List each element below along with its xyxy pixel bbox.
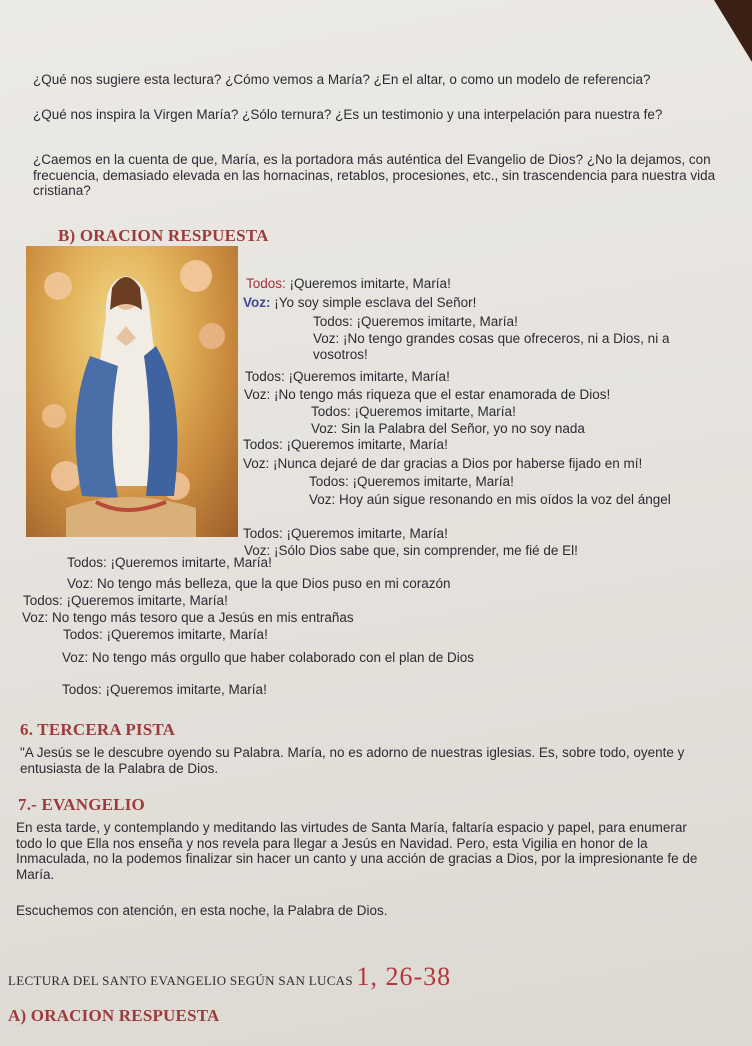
tercera-pista-text: "A Jesús se le descubre oyendo su Palabra. María, no es adorno de nuestras iglesias. Es, sobre todo, oyente y entusiasta de la Palabra de Dios.: [20, 745, 685, 776]
lectura-reference: 1, 26-38: [356, 962, 452, 991]
speaker-label: Voz:: [243, 295, 271, 310]
oracion-line: vosotros!: [313, 347, 368, 362]
oracion-line: Todos: ¡Queremos imitarte, María!: [23, 593, 228, 608]
oracion-line: Voz: ¡No tengo grandes cosas que ofreceros, ni a Dios, ni a: [313, 331, 670, 346]
intro-question-3: ¿Caemos en la cuenta de que, María, es la portadora más auténtica del Evangelio de Dios? ¿No la dejamos, con frecuencia, demasiado elevada en las hornacinas, retablos, procesiones, etc., sin trascendencia para nuestra vida cristiana?: [33, 152, 716, 198]
page-corner-shadow: [714, 0, 752, 62]
tercera-pista-heading: 6. TERCERA PISTA: [20, 720, 176, 739]
intro-question-1: ¿Qué nos sugiere esta lectura? ¿Cómo vemos a María? ¿En el altar, o como un modelo de referencia?: [33, 72, 651, 87]
final-oracion-heading: A) ORACION RESPUESTA: [8, 1006, 220, 1025]
oracion-line: Todos: ¡Queremos imitarte, María!: [311, 404, 516, 419]
lectura-label: LECTURA DEL SANTO EVANGELIO SEGÚN SAN LUCAS: [8, 973, 353, 988]
oracion-line: Voz: ¡No tengo más riqueza que el estar enamorada de Dios!: [244, 387, 611, 402]
evangelio-heading: 7.- EVANGELIO: [18, 795, 145, 814]
virgin-mary-illustration: [26, 246, 238, 537]
oracion-line: Voz: Sin la Palabra del Señor, yo no soy nada: [311, 421, 585, 436]
evangelio-paragraph-1: En esta tarde, y contemplando y meditando las virtudes de Santa María, faltaría espacio y papel, para enumerar todo lo que Ella nos enseña y nos revela para llegar a Jesús en Navidad. Pero, esta Vigilia en honor de la Inmaculada, no la podemos finalizar sin hacer un canto y una acción de gracias a Dios, por la impresionante fe de María.: [16, 820, 698, 882]
intro-question-2: ¿Qué nos inspira la Virgen María? ¿Sólo ternura? ¿Es un testimonio y una interpelación para nuestra fe?: [33, 107, 663, 122]
oracion-line: Voz: ¡Yo soy simple esclava del Señor!: [243, 295, 477, 310]
oracion-line: Todos: ¡Queremos imitarte, María!: [62, 682, 267, 697]
oracion-line: Todos: ¡Queremos imitarte, María!: [243, 437, 448, 452]
evangelio-paragraph-2: Escuchemos con atención, en esta noche, la Palabra de Dios.: [16, 903, 388, 918]
lectura-title: [8, 962, 451, 992]
oracion-line: Todos: ¡Queremos imitarte, María!: [246, 276, 451, 291]
oracion-line: Voz: ¡Nunca dejaré de dar gracias a Dios por haberse fijado en mí!: [243, 456, 643, 471]
oracion-line: Todos: ¡Queremos imitarte, María!: [243, 526, 448, 541]
oracion-line: Voz: No tengo más orgullo que haber colaborado con el plan de Dios: [62, 650, 475, 665]
oracion-line: Voz: ¡Sólo Dios sabe que, sin comprender, me fié de El!: [244, 543, 578, 558]
virgin-mary-image: [26, 246, 238, 537]
oracion-line: Todos: ¡Queremos imitarte, María!: [67, 555, 272, 570]
oracion-line: Voz: No tengo más belleza, que la que Dios puso en mi corazón: [67, 576, 451, 591]
speaker-label: Todos:: [246, 276, 286, 291]
oracion-heading: B) ORACION RESPUESTA: [58, 226, 269, 245]
oracion-line: Todos: ¡Queremos imitarte, María!: [309, 474, 514, 489]
oracion-line: Voz: Hoy aún sigue resonando en mis oídos la voz del ángel: [309, 492, 671, 507]
oracion-line: Todos: ¡Queremos imitarte, María!: [63, 627, 268, 642]
oracion-line: Voz: No tengo más tesoro que a Jesús en mis entrañas: [22, 610, 354, 625]
oracion-line: Todos: ¡Queremos imitarte, María!: [313, 314, 518, 329]
oracion-line: Todos: ¡Queremos imitarte, María!: [245, 369, 450, 384]
